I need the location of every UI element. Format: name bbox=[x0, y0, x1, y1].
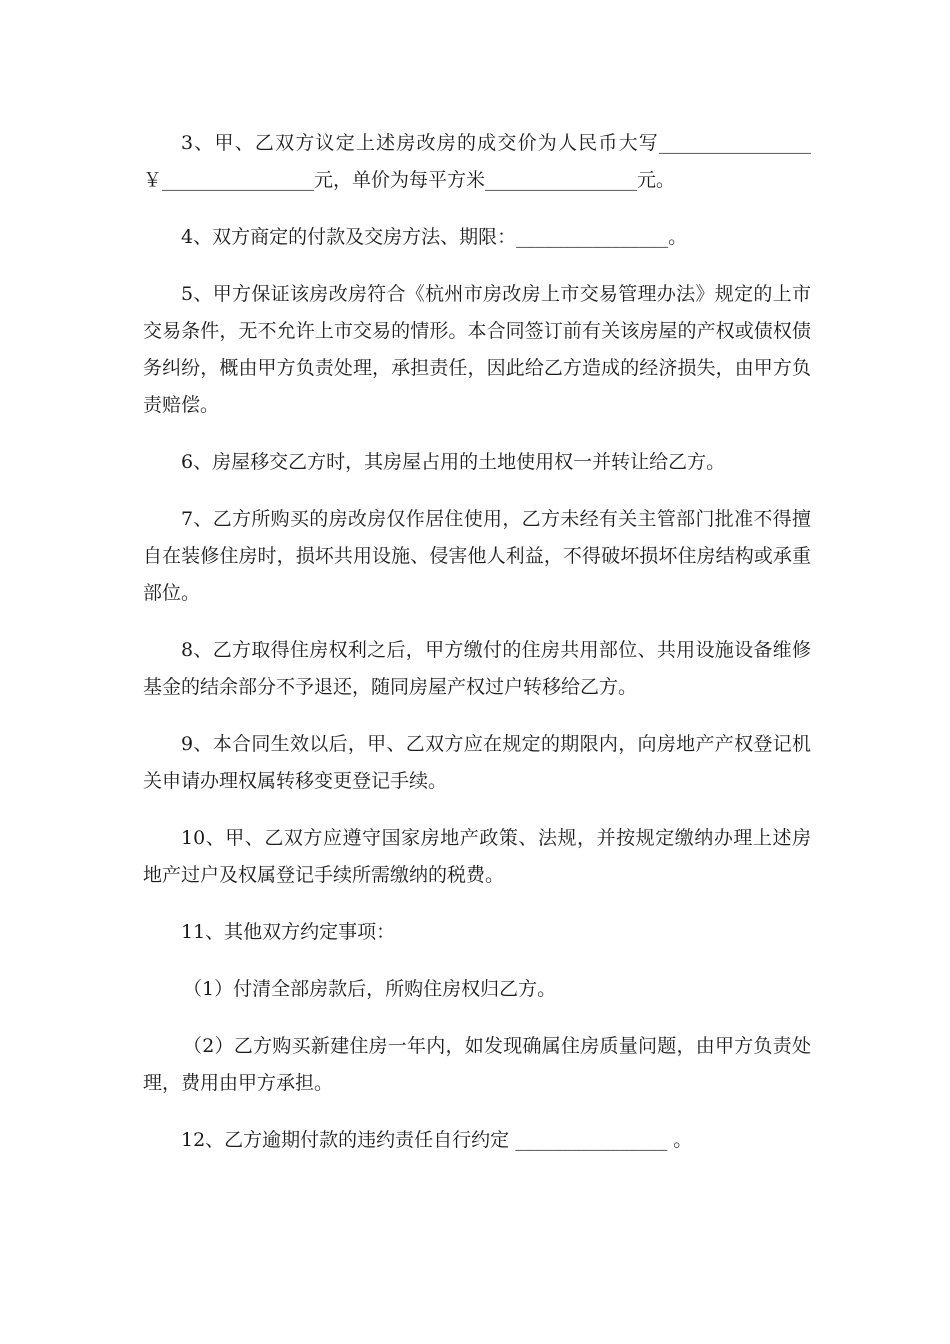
clause-3: 3、甲、乙双方议定上述房改房的成交价为人民币大写________________ ￥________________元，单价为每平方米________________元。 bbox=[143, 132, 818, 191]
clause-11: 11、其他双方约定事项： bbox=[181, 921, 396, 943]
clause-9: 9、本合同生效以后，甲、乙双方应在规定的期限内，向房地产产权登记机关申请办理权属转移变更登记手续。 bbox=[143, 733, 811, 792]
clause-11-item-2: （2）乙方购买新建住房一年内，如发现确属住房质量问题，由甲方负责处理，费用由甲方承担。 bbox=[143, 1035, 811, 1094]
clause-7: 7、乙方所购买的房改房仅作居住使用，乙方未经有关主管部门批准不得擅自在装修住房时，损坏共用设施、侵害他人利益，不得破坏损坏住房结构或承重部位。 bbox=[143, 508, 811, 604]
clause-4: 4、双方商定的付款及交房方法、期限：________________。 bbox=[181, 226, 688, 248]
clause-8: 8、乙方取得住房权利之后，甲方缴付的住房共用部位、共用设施设备维修基金的结余部分不予退还，随同房屋产权过户转移给乙方。 bbox=[143, 639, 811, 698]
contract-body bbox=[143, 125, 818, 1179]
clause-5: 5、甲方保证该房改房符合《杭州市房改房上市交易管理办法》规定的上市交易条件，无不允许上市交易的情形。本合同签订前有关该房屋的产权或债权债务纠纷，概由甲方负责处理，承担责任，因此给乙方造成的经济损失，由甲方负责赔偿。 bbox=[143, 283, 811, 416]
clause-11-item-1: （1）付清全部房款后，所购住房权归乙方。 bbox=[183, 978, 557, 1000]
clause-6: 6、房屋移交乙方时，其房屋占用的土地使用权一并转让给乙方。 bbox=[181, 451, 726, 473]
clause-10: 10、甲、乙双方应遵守国家房地产政策、法规，并按规定缴纳办理上述房地产过户及权属登记手续所需缴纳的税费。 bbox=[143, 827, 811, 886]
clause-12: 12、乙方逾期付款的违约责任自行约定 ________________ 。 bbox=[181, 1129, 693, 1151]
